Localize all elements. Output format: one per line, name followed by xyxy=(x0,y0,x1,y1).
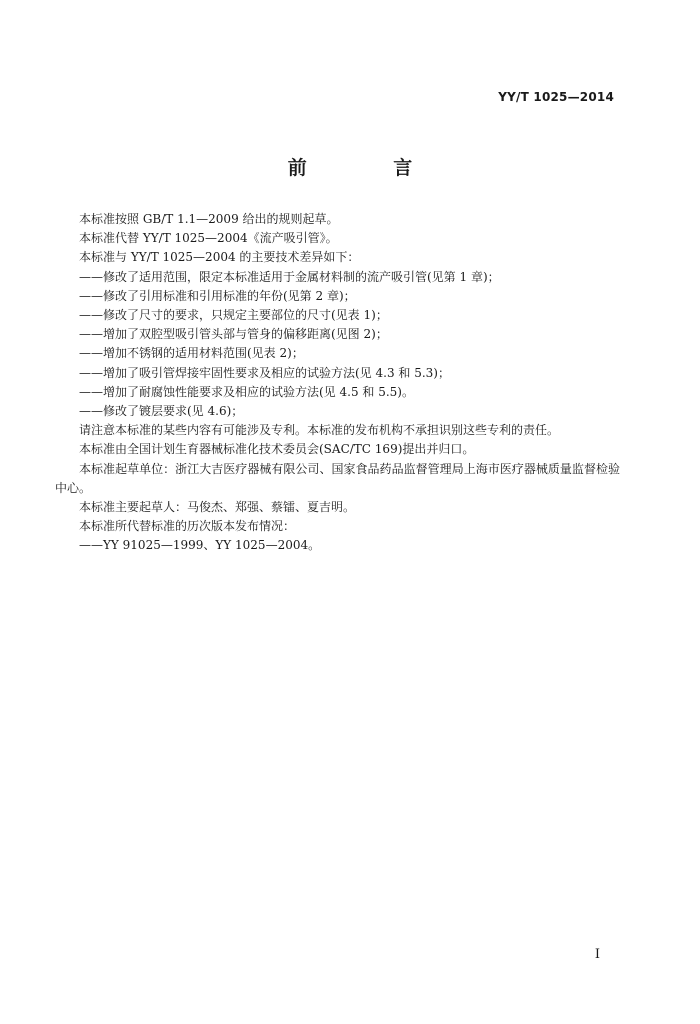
document-body xyxy=(55,210,620,556)
paragraph: 本标准所代替标准的历次版本发布情况： xyxy=(79,519,296,534)
list-item: ——修改了镀层要求(见 4.6)； xyxy=(79,404,244,419)
list-item: ——增加了吸引管焊接牢固性要求及相应的试验方法(见 4.3 和 5.3)； xyxy=(79,365,450,380)
paragraph: 本标准按照 GB/T 1.1—2009 给出的规则起草。 xyxy=(79,212,339,226)
paragraph: 请注意本标准的某些内容有可能涉及专利。本标准的发布机构不承担识别这些专利的责任。 xyxy=(79,423,560,438)
paragraph: 本标准主要起草人：马俊杰、郑强、蔡镭、夏吉明。 xyxy=(79,500,356,515)
page-title: 前 言 xyxy=(287,157,453,179)
list-item: ——增加了双腔型吸引管头部与管身的偏移距离(见图 2)； xyxy=(79,327,388,342)
list-item: ——YY 91025—1999、YY 1025—2004。 xyxy=(79,538,321,553)
page-number: I xyxy=(594,947,600,962)
paragraph: 本标准由全国计划生育器械标准化技术委员会(SAC/TC 169)提出并归口。 xyxy=(79,442,475,457)
list-item: ——修改了尺寸的要求，只规定主要部位的尺寸(见表 1)； xyxy=(79,308,388,323)
list-item: ——增加不锈钢的适用材料范围(见表 2)； xyxy=(79,346,304,361)
list-item: ——修改了适用范围，限定本标准适用于金属材料制的流产吸引管(见第 1 章)； xyxy=(79,269,500,284)
standard-code: YY/T 1025—2014 xyxy=(498,90,614,104)
list-item: ——增加了耐腐蚀性能要求及相应的试验方法(见 4.5 和 5.5)。 xyxy=(79,384,414,399)
paragraph: 本标准与 YY/T 1025—2004 的主要技术差异如下： xyxy=(79,250,360,265)
list-item: ——修改了引用标准和引用标准的年份(见第 2 章)； xyxy=(79,288,356,303)
paragraph: 本标准代替 YY/T 1025—2004《流产吸引管》。 xyxy=(79,231,338,246)
paragraph: 本标准起草单位：浙江大吉医疗器械有限公司、国家食品药品监督管理局上海市医疗器械质量监督检验中心。 xyxy=(55,461,620,495)
